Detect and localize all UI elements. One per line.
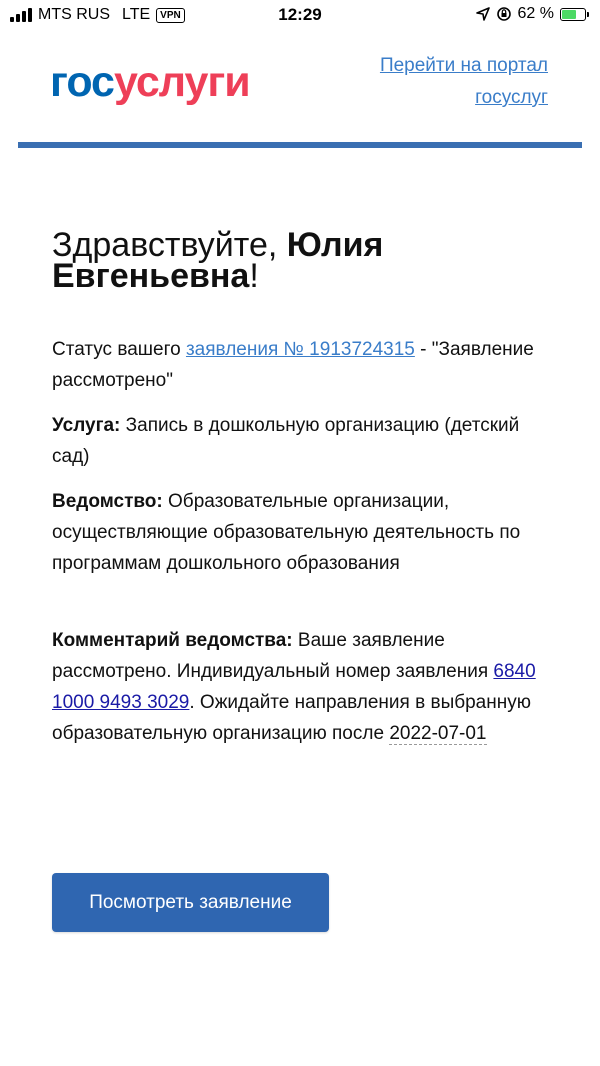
comment-text-1: Ваше заявление рассмотрено. Индивидуальный номер заявления xyxy=(52,630,494,682)
greeting-name: Юлия Евгеньевна xyxy=(52,226,384,295)
gosuslugi-logo[interactable] xyxy=(50,58,250,106)
status-prefix: Статус вашего xyxy=(52,339,186,360)
greeting-heading xyxy=(52,226,552,295)
logo-part-uslugi: услуги xyxy=(113,58,250,106)
carrier-label: MTS RUS xyxy=(38,6,110,23)
department-label: Ведомство: xyxy=(52,491,163,512)
application-link[interactable]: заявления № 1913724315 xyxy=(185,339,415,360)
department-paragraph xyxy=(52,486,552,579)
battery-icon xyxy=(560,8,586,21)
view-application-button[interactable]: Посмотреть заявление xyxy=(52,873,329,932)
battery-percent: 62 % xyxy=(517,5,554,22)
status-bar-right xyxy=(476,5,586,23)
vpn-badge: VPN xyxy=(156,8,185,23)
portal-link-line1[interactable]: Перейти на портал xyxy=(379,55,548,76)
application-number-link[interactable]: 6840 1000 9493 3029 xyxy=(52,661,536,713)
email-body xyxy=(52,226,552,763)
orientation-lock-icon xyxy=(496,6,512,22)
portal-link-line2[interactable]: госуслуг xyxy=(475,87,548,108)
comment-label: Комментарий ведомства: xyxy=(52,630,293,651)
status-suffix: - "Заявление рассмотрено" xyxy=(52,339,534,391)
department-value: Образовательные организации, осуществляющие образовательную деятельность по программам дошкольного образования xyxy=(52,491,521,574)
comment-paragraph xyxy=(52,625,552,749)
status-time: 12:29 xyxy=(278,5,322,24)
service-paragraph xyxy=(52,410,552,472)
network-label: LTE xyxy=(122,6,151,23)
status-paragraph xyxy=(52,334,552,396)
portal-link[interactable] xyxy=(328,50,548,114)
comment-date: 2022-07-01 xyxy=(389,723,487,744)
logo-part-gos: гос xyxy=(50,58,114,106)
greeting-suffix: ! xyxy=(249,257,259,295)
comment-text-2: . Ожидайте направления в выбранную образовательную организацию после xyxy=(52,692,531,744)
service-value: Запись в дошкольную организацию (детский сад) xyxy=(52,415,520,467)
service-label: Услуга: xyxy=(52,415,121,436)
greeting-prefix: Здравствуйте, xyxy=(52,226,287,264)
location-icon xyxy=(476,7,490,21)
header-divider xyxy=(18,142,582,148)
status-bar xyxy=(0,0,600,34)
